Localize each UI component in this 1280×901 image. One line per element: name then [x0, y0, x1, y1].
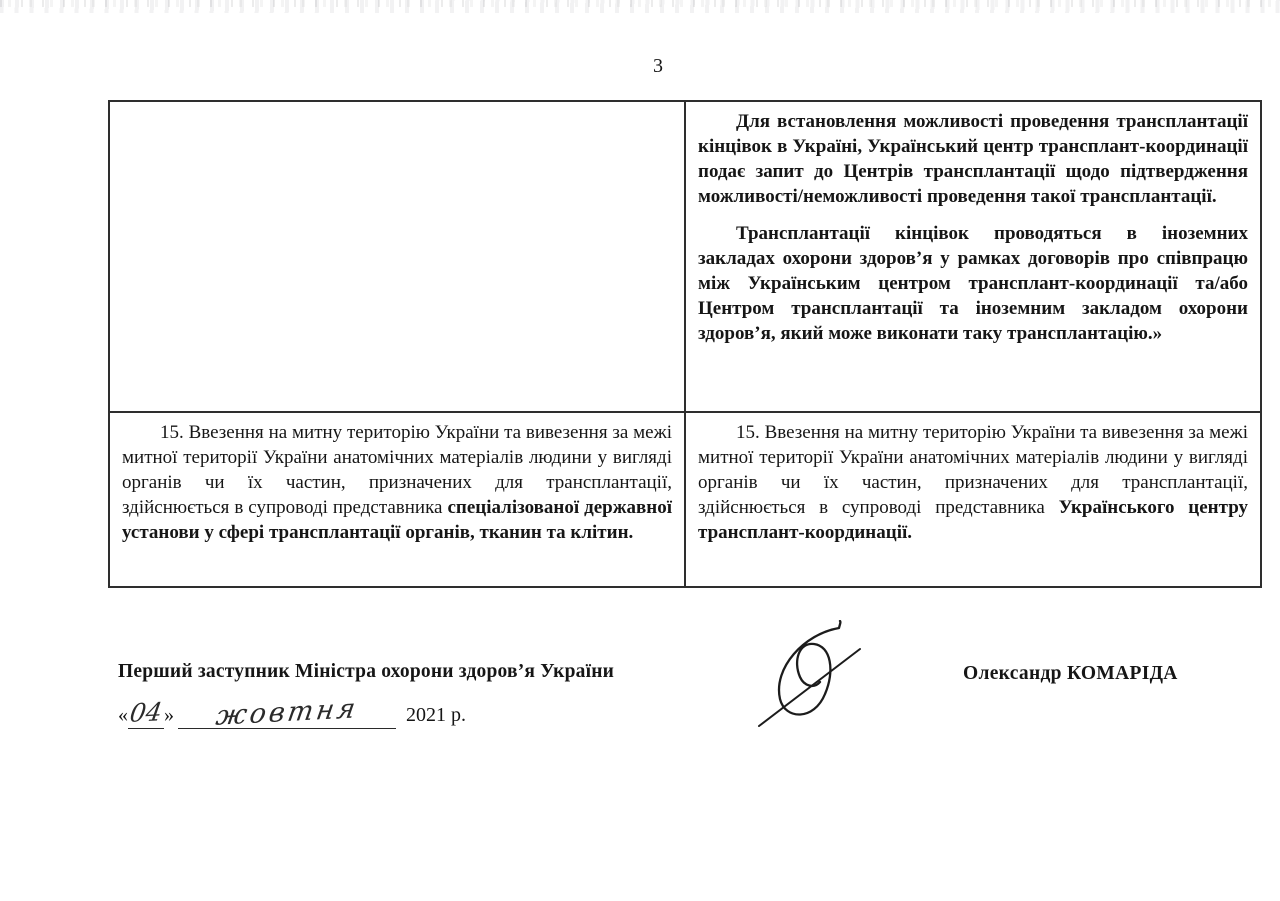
paragraph-clause15-new	[698, 420, 1248, 545]
date-month-slot	[178, 693, 396, 732]
table-cell-clause15-old	[109, 412, 685, 587]
clause15-new-regular-text: 15. Ввезення на митну територію України та вивезення за межі митної території України анатомічних матеріалів людини у вигляді органів чи їх частин, призначених для трансплантації, здійснюється в супроводі представника	[698, 422, 1248, 518]
open-guillemet: «	[118, 704, 128, 726]
scan-artifact-top-edge	[0, 0, 1280, 14]
table-cell-left-empty	[109, 101, 685, 412]
clause15-old-bold-text: спеціалізованої державної установи у сфері трансплантації органів, тканин та клітин.	[122, 497, 673, 543]
paragraph-foreign-facilities: Трансплантації кінцівок проводяться в іноземних закладах охорони здоров’я у рамках договорів про співпрацю між Українським центром трансплант-координації та/або Центром трансплантації та іноземним закладом охорони здоров’я, який може виконати таку трансплантацію.»	[698, 223, 1248, 344]
table-cell-clause15-new	[685, 412, 1261, 587]
signatory-title: Перший заступник Міністра охорони здоров’я України	[118, 661, 615, 682]
table-cell-right-amended	[685, 101, 1261, 412]
handwritten-signature-icon	[746, 620, 878, 730]
date-day-slot	[127, 697, 165, 729]
close-guillemet: »	[164, 704, 174, 726]
table-row	[109, 412, 1261, 587]
paragraph-transplant-request: Для встановлення можливості проведення трансплантації кінцівок в Україні, Український центр трансплант-координації подає запит до Центрів трансплантації щодо підтвердження можливості/неможливості проведення такої трансплантації.	[698, 111, 1248, 207]
signatory-name: Олександр КОМАРІДА	[963, 663, 1178, 684]
paragraph-clause15-old	[122, 420, 672, 545]
clause15-old-regular-text: 15. Ввезення на митну територію України та вивезення за межі митної території України анатомічних матеріалів людини у вигляді органів чи їх частин, призначених для трансплантації, здійснюється в супроводі представника	[122, 422, 672, 518]
handwritten-day: 04	[127, 697, 165, 728]
comparison-table	[108, 100, 1262, 588]
page-number: 3	[653, 55, 663, 77]
date-year: 2021 р.	[406, 704, 466, 726]
clause15-new-bold-text: Українського центру трансплант-координації.	[698, 497, 1249, 543]
table-row	[109, 101, 1261, 412]
date-line	[118, 693, 466, 732]
handwritten-month: жовтня	[213, 693, 361, 732]
